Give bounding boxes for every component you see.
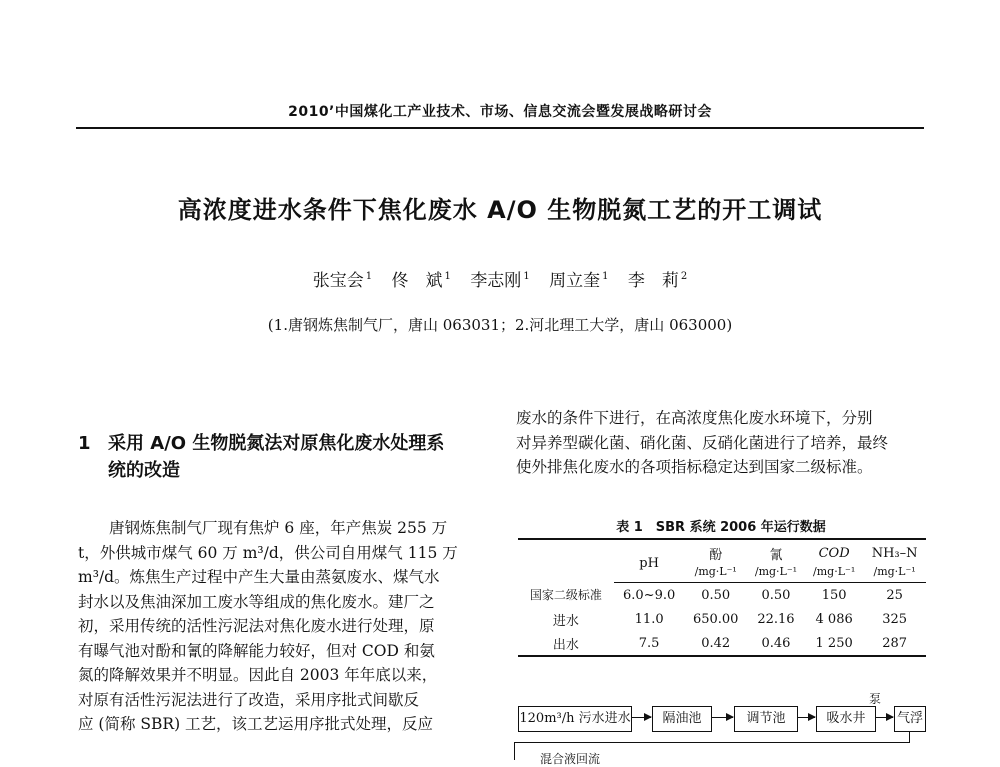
- table-cell: 150: [821, 587, 847, 603]
- text-line: 应 (简称 SBR) 工艺，该工艺运用序批式处理，反应: [78, 715, 434, 733]
- flow-line: [514, 742, 910, 743]
- flow-arrow: [631, 717, 651, 718]
- table-header-cell: 酚: [685, 539, 747, 563]
- section-title-line: 统的改造: [108, 460, 180, 481]
- text-line: 对异养型碳化菌、硝化菌、反硝化菌进行了培养，最终: [516, 433, 889, 452]
- table-cell: 0.50: [701, 587, 731, 603]
- text-line: 初，采用传统的活性污泥法对焦化废水进行处理，原: [78, 617, 435, 635]
- flow-box-suction-well: 吸水井: [816, 706, 876, 732]
- table-cell: 650.00: [692, 611, 739, 627]
- table-header-cell: pH: [614, 539, 685, 583]
- body-paragraph-left: [78, 516, 496, 737]
- table-cell: 出水: [518, 631, 614, 656]
- table-header-unit: /mg·L⁻¹: [805, 563, 863, 583]
- author: 佟 斌 $^1$: [391, 271, 451, 291]
- table-cell: 6.0~9.0: [623, 587, 676, 603]
- table-header-cell: [518, 539, 614, 583]
- section-number: 1: [78, 433, 91, 454]
- table-header-cell: 氰: [747, 539, 805, 563]
- table-row: [518, 583, 926, 608]
- table-header-unit: /mg·L⁻¹: [685, 563, 747, 583]
- table-header-unit: /mg·L⁻¹: [747, 563, 805, 583]
- table-cell: 1 250: [805, 631, 863, 656]
- author: 李志刚 $^1$: [470, 271, 530, 291]
- table-cell: 国家二级标准: [529, 588, 602, 603]
- text-line: m³/d。炼焦生产过程中产生大量由蒸氨废水、煤气水: [78, 568, 440, 586]
- table-header-cell: NH₃–N: [863, 539, 926, 563]
- flow-box-equalization-tank: 调节池: [734, 706, 798, 732]
- table-cell: 22.16: [757, 611, 795, 627]
- table-cell: 0.42: [685, 631, 747, 656]
- text-line: 有曝气池对酚和氰的降解能力较好，但对 COD 和氨: [78, 641, 435, 660]
- table-header-unit: /mg·L⁻¹: [863, 563, 926, 583]
- table-row: [518, 631, 926, 656]
- section-title-line: 采用 A/O 生物脱氮法对原焦化废水处理系: [108, 433, 445, 454]
- running-header: 2010’中国煤化工产业技术、市场、信息交流会暨发展战略研讨会: [288, 104, 712, 120]
- paper-title: 高浓度进水条件下焦化废水 A/O 生物脱氮工艺的开工调试: [177, 196, 823, 224]
- text-line: 废水的条件下进行，在高浓度焦化废水环境下，分别: [516, 409, 873, 427]
- author: 李 莉 $^2$: [627, 271, 688, 291]
- table-cell: 7.5: [614, 631, 685, 656]
- table-row: [518, 607, 926, 631]
- text-line: 唐钢炼焦制气厂现有焦炉 6 座，年产焦炭 255 万: [78, 519, 448, 537]
- reflux-label: 混合液回流: [540, 752, 601, 766]
- table-cell: 287: [863, 631, 926, 656]
- text-line: 氮的降解效果并不明显。因此自 2003 年年底以来，: [78, 666, 438, 684]
- author: 张宝会 $^1$: [312, 271, 373, 291]
- flow-box-inlet: 120m³/h 污水进水: [518, 706, 632, 732]
- table-cell: 325: [882, 611, 908, 627]
- table-cell: 进水: [552, 613, 579, 629]
- flow-line: [514, 742, 515, 760]
- pump-label: 泵: [869, 692, 882, 706]
- table-cell: 11.0: [634, 611, 664, 627]
- affiliation: (1.唐钢炼焦制气厂，唐山 063031；2.河北理工大学，唐山 063000): [267, 316, 733, 334]
- data-table: [518, 538, 926, 657]
- flow-box-oil-separator: 隔油池: [652, 706, 712, 732]
- table-caption: 表 1 SBR 系统 2006 年运行数据: [616, 520, 826, 535]
- section-heading: [78, 430, 498, 484]
- text-line: 封水以及焦油深加工废水等组成的焦化废水。建厂之: [78, 592, 435, 611]
- flow-box-flotation: 气浮: [894, 706, 926, 732]
- author-list: [0, 266, 1000, 291]
- text-line: t，外供城市煤气 60 万 m³/d，供公司自用煤气 115 万: [78, 543, 458, 562]
- flow-arrow: [797, 717, 815, 718]
- table-cell: 4 086: [815, 611, 853, 627]
- text-line: 使外排焦化废水的各项指标稳定达到国家二级标准。: [516, 458, 873, 476]
- table-cell: 0.46: [747, 631, 805, 656]
- text-line: 对原有活性污泥法进行了改造，采用序批式间歇反: [78, 690, 420, 709]
- header-rule: [76, 127, 924, 129]
- table-cell: 0.50: [761, 587, 791, 603]
- flow-arrow: [875, 717, 893, 718]
- flow-arrow: [711, 717, 733, 718]
- table-header-cell: COD: [805, 539, 863, 563]
- body-paragraph-right: [516, 406, 926, 480]
- table-cell: 25: [886, 587, 903, 603]
- author: 周立奎 $^1$: [549, 271, 609, 291]
